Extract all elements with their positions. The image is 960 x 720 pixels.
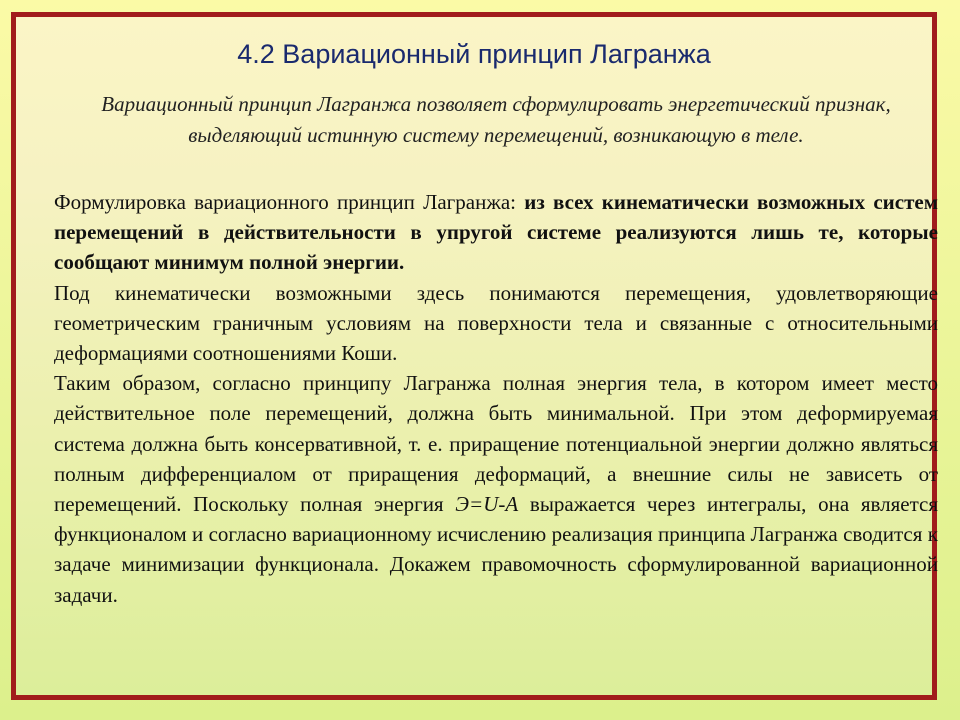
formulation-paragraph xyxy=(54,187,938,278)
energy-formula: Э=U-A xyxy=(455,492,519,517)
slide-title: 4.2 Вариационный принцип Лагранжа xyxy=(237,39,711,69)
slide-frame xyxy=(11,12,937,700)
conclusion-paragraph xyxy=(54,368,938,610)
definition-paragraph: Под кинематически возможными здесь понимаются перемещения, удовлетворяющие геометрическим граничным условиям на поверхности тела и связанные с относительными деформациями соотношениями Коши. xyxy=(54,280,938,366)
formulation-statement: из всех кинематически возможных систем перемещений в действительности в упругой системе реализуются лишь те, которые сообщают минимум полной энергии. xyxy=(54,190,939,275)
body-text xyxy=(54,187,938,610)
intro-paragraph: Вариационный принцип Лагранжа позволяет сформулировать энергетический признак, выделяющий истинную систему перемещений, возникающую в теле. xyxy=(101,92,891,147)
conclusion-part-a: Таким образом, согласно принципу Лагранжа полная энергия тела, в котором имеет место действительное поле перемещений, должна быть минимальной. При этом деформируемая система должна быть консервативной, т. е. приращение потенциальной энергии должно являться полным дифференциалом от приращения деформаций, а внешние силы не зависеть от перемещений. Поскольку полная энергия xyxy=(54,371,938,517)
conclusion-part-b: выражается через интегралы, она является функционалом и согласно вариационному исчислению реализация принципа Лагранжа сводится к задаче минимизации функционала. Докажем правомочность сформулированной вариационной задачи. xyxy=(54,492,939,607)
formulation-lead: Формулировка вариационного принцип Лагранжа: xyxy=(54,190,525,214)
